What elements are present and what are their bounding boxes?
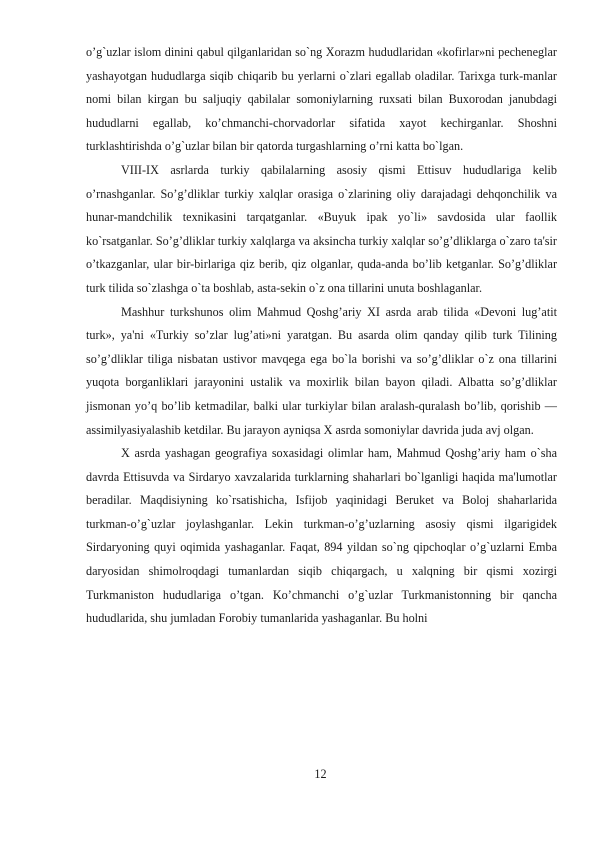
document-body — [86, 41, 557, 631]
paragraph-turkic-tribes: VIII-IX asrlarda turkiy qabilalarning asosiy qismi Ettisuv hududlariga kelib o’rnashganlar. So’g’dliklar turkiy xalqlar orasiga o`zlarining oliy darajadagi dehqonchilik va hunar-mandchilik texnikasini tarqatganlar. «Buyuk ipak yo`li» savdosida ular faollik ko`rsatganlar. So’g’dliklar turkiy xalqlarga va aksincha turkiy xalqlar so’g’dliklarga o`zaro ta'sir o’tkazganlar, ular bir-birlariga qiz berib, qiz olganlar, quda-anda bo’lib ketganlar. So’g’dliklar turk tilida so`zlashga o`ta boshlab, asta-sekin o`z ona tillarini unuta boshlaganlar. — [86, 162, 557, 295]
paragraph-geographers: X asrda yashagan geografiya soxasidagi olimlar ham, Mahmud Qoshg’ariy ham o`sha davrda Ettisuvda va Sirdaryo xavzalarida turklarning shaharlari bo`lganligi haqida ma'lumotlar beradilar. Maqdisiyning ko`rsatishicha, Isfijob yaqinidagi Beruket va Boloj shaharlarida turkman-o’g`uzlar joylashganlar. Lekin turkman-o’g’uzlarning asosiy qismi ilgarigidek Sirdaryoning quyi oqimida yashaganlar. Faqat, 894 yildan so`ng qipchoqlar o’g`uzlarni Emba daryosidan shimolroqdagi tumanlardan siqib chiqargach, u xalqning bir qismi xozirgi Turkmaniston hududlariga o’tgan. Ko’chmanchi o’g`uzlar Turkmanistonning bir qancha hududlarida, shu jumladan Forobiy tumanlarida yashaganlar. Bu holni — [86, 446, 557, 626]
paragraph-continuation: o’g`uzlar islom dinini qabul qilganlaridan so`ng Xorazm hududlaridan «kofirlar»ni pecheneglar yashayotgan hududlarga siqib chiqarib bu yerlarni o`zlari egallab oladilar. Tarixga turk-manlar nomi bilan kirgan bu saljuqiy qabilalar somoniylarning ruxsati bilan Buxorodan janubdagi hududlarni egallab, ko’chmanchi-chorvadorlar sifatida xayot kechirganlar. Shoshni turklashtirishda o’g`uzlar bilan bir qatorda turgashlarning o’rni katta bo`lgan. — [86, 45, 557, 154]
paragraph-mahmud-qoshgariy: Mashhur turkshunos olim Mahmud Qoshg’ariy XI asrda arab tilida «Devoni lug’atit turk», ya'ni «Turkiy so’zlar lug’ati»ni yaratgan. Bu asarda olim qanday qilib turk Tilining so’g’dliklar tiliga nisbatan ustivor mavqega ega bo`la borishi va so’g’dliklar o`z ona tillarini yuqota borganliklari jarayonini ustalik va moxirlik bilan bayon qiladi. Albatta so’g’dliklar jismonan yo’q bo’lib ketmadilar, balki ular turkiylar bilan aralash-quralash bo’lib, qorishib — assimilyasiyalashib ketdilar. Bu jarayon ayniqsa X asrda somoniylar davrida juda avj olgan. — [86, 304, 557, 437]
page-number: 12 — [314, 767, 327, 781]
